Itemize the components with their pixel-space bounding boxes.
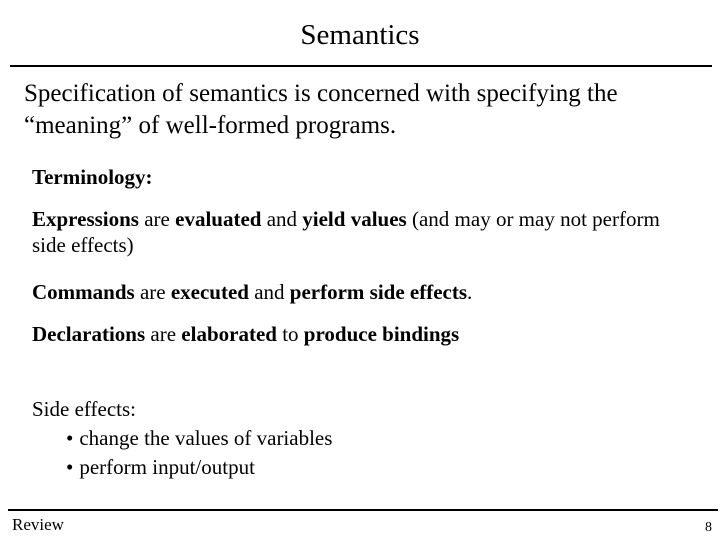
definition-term: Expressions: [32, 207, 139, 231]
definition-term: Declarations: [32, 322, 146, 346]
side-effects-item: [66, 453, 332, 482]
footer-label: Review: [12, 515, 64, 534]
definition-term: Commands: [32, 280, 135, 304]
side-effects-item-text: change the values of variables: [79, 426, 333, 450]
intro-paragraph: Specification of semantics is concerned with specifying the “meaning” of well-formed programs.: [24, 80, 618, 139]
definition-term: evaluated: [175, 207, 262, 231]
bullet-icon: •: [66, 426, 74, 450]
side-effects-heading: Side effects:: [32, 397, 136, 421]
definition-text: are: [145, 322, 182, 346]
title-divider: [10, 65, 712, 67]
side-effects-item-text: perform input/output: [79, 455, 255, 479]
page-number: 8: [705, 520, 712, 535]
definition-expressions: [32, 206, 692, 258]
side-effects-list: [66, 424, 332, 482]
bullet-icon: •: [66, 455, 74, 479]
definition-term: perform side effects: [289, 280, 468, 304]
definition-declarations: [32, 321, 692, 347]
definition-text: and: [261, 207, 303, 231]
slide-title: Semantics: [300, 19, 420, 51]
definition-text: to: [276, 322, 304, 346]
definition-term: executed: [170, 280, 249, 304]
definition-text: and: [248, 280, 290, 304]
definition-term: yield values: [302, 207, 407, 231]
definition-text: (and may or may not perform side effects): [32, 207, 660, 257]
side-effects-item: [66, 424, 332, 453]
definition-term: elaborated: [181, 322, 277, 346]
definition-commands: [32, 279, 692, 305]
definition-term: produce bindings: [303, 322, 460, 346]
definition-text: are: [138, 207, 176, 231]
footer-divider: [8, 509, 718, 511]
definition-text: are: [134, 280, 171, 304]
terminology-heading: Terminology:: [32, 165, 153, 189]
definition-text: .: [467, 280, 473, 304]
